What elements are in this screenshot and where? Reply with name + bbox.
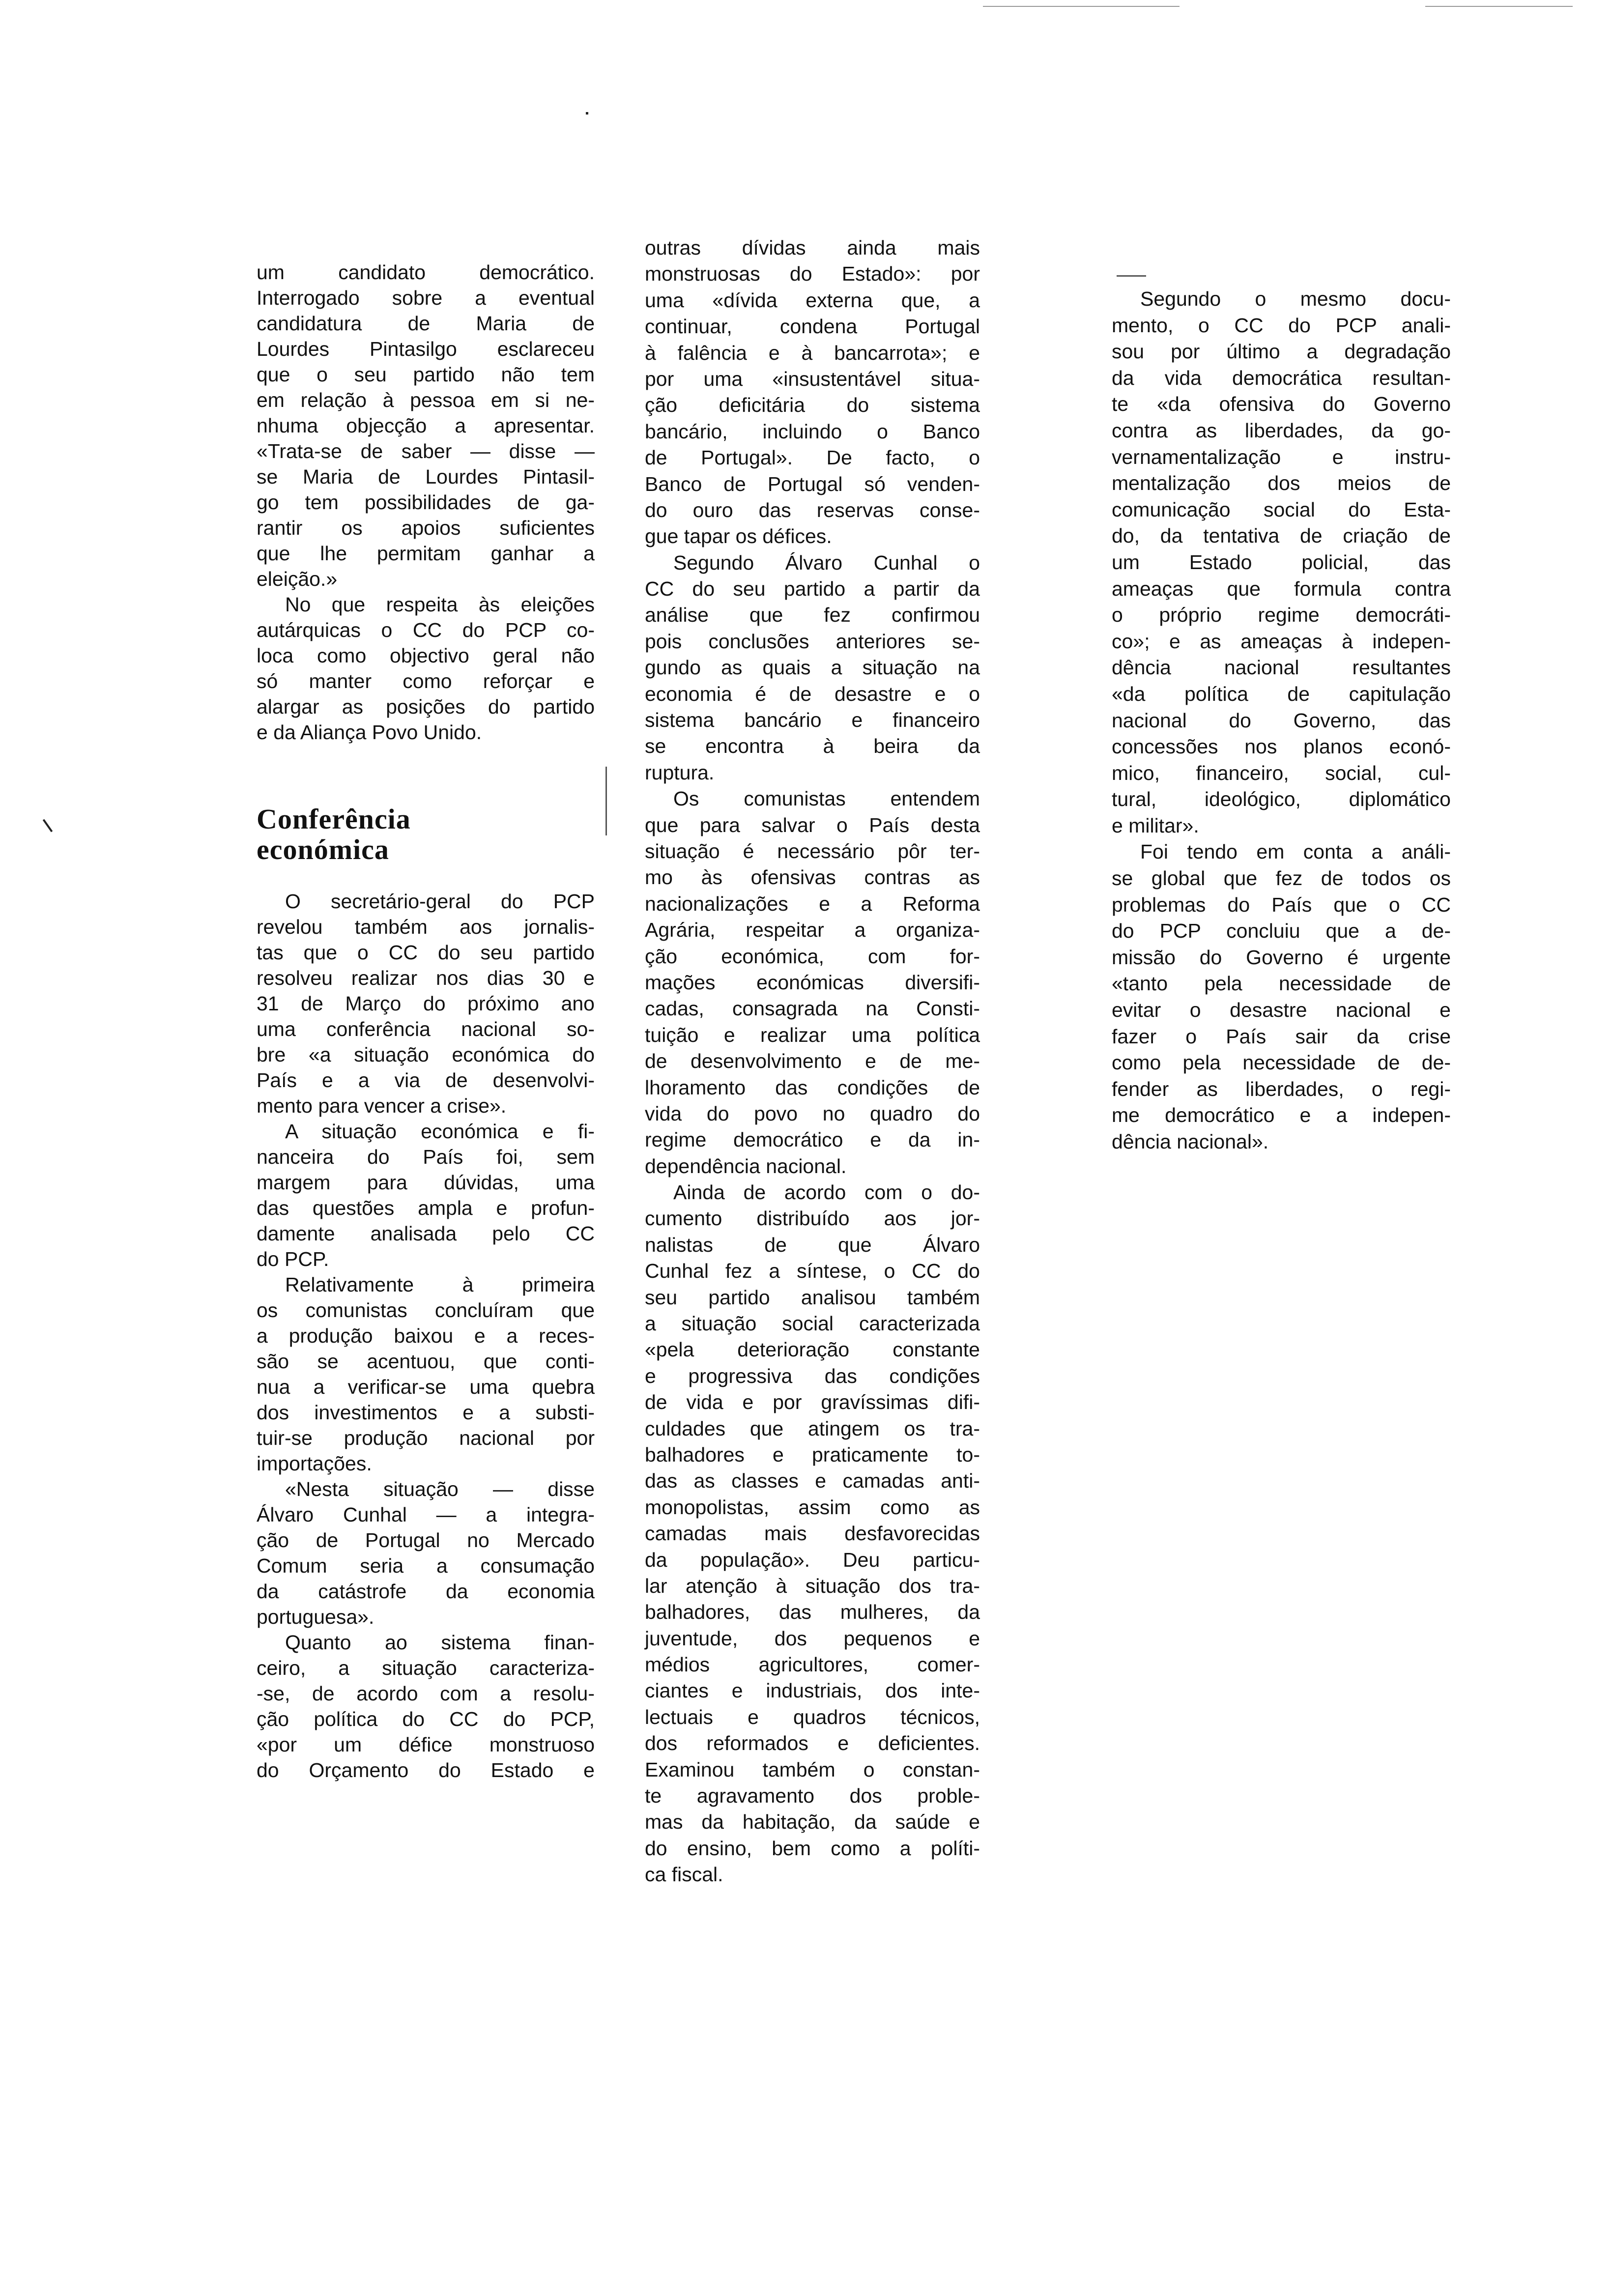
text-line: os comunistas concluíram que [257, 1299, 595, 1321]
text-line: dência nacional resultantes [1112, 656, 1451, 679]
text-line: missão do Governo é urgente [1112, 946, 1451, 969]
text-line: fender as liberdades, o regi- [1112, 1077, 1451, 1100]
text-line: bancário, incluindo o Banco [645, 420, 980, 443]
scan-edge-line [983, 6, 1180, 7]
text-line: Segundo Álvaro Cunhal o [673, 551, 980, 574]
text-line: continuar, condena Portugal [645, 315, 980, 338]
text-line: resolveu realizar nos dias 30 e [257, 967, 595, 989]
text-line: ção económica, com for- [645, 945, 980, 968]
paragraph [257, 1630, 595, 1783]
text-line: das questões ampla e profun- [257, 1197, 595, 1219]
text-line: são se acentuou, que conti- [257, 1350, 595, 1373]
paragraph [645, 786, 980, 1179]
text-line: da população». Deu particu- [645, 1548, 980, 1571]
heading-line: Conferência [257, 803, 411, 835]
text-line: gue tapar os défices. [645, 525, 832, 548]
text-line: tural, ideológico, diplomático [1112, 788, 1451, 811]
text-line: nacionalizações e a Reforma [645, 892, 980, 915]
text-line: de desenvolvimento e de me- [645, 1050, 980, 1073]
text-line: O secretário-geral do PCP [285, 890, 595, 913]
text-line: mento para vencer a crise». [257, 1094, 507, 1117]
text-line: Interrogado sobre a eventual [257, 287, 595, 309]
text-line: Segundo o mesmo docu- [1140, 287, 1451, 310]
text-line: monstruosas do Estado»: por [645, 262, 980, 286]
text-line: da vida democrática resultan- [1112, 366, 1451, 389]
text-line: do PCP concluiu que a de- [1112, 919, 1451, 943]
text-line: «por um défice monstruoso [257, 1733, 595, 1756]
text-line: culdades que atingem os tra- [645, 1417, 980, 1440]
text-line: por uma «insustentável situa- [645, 367, 980, 390]
text-line: médios agricultores, comer- [645, 1653, 980, 1676]
paragraph [257, 259, 595, 592]
text-line: Comum seria a consumação [257, 1554, 595, 1577]
text-line: balhadores, das mulheres, da [645, 1601, 980, 1624]
text-line: de Portugal». De facto, o [645, 446, 980, 469]
text-line: lectuais e quadros técnicos, [645, 1705, 980, 1728]
text-line: tuir-se produção nacional por [257, 1427, 595, 1449]
text-line: ção de Portugal no Mercado [257, 1529, 595, 1551]
text-line: mento, o CC do PCP anali- [1112, 314, 1451, 337]
section-heading [257, 804, 595, 865]
text-line: comunicação social do Esta- [1112, 498, 1451, 521]
text-line: «Nesta situação — disse [285, 1478, 595, 1500]
text-line: Examinou também o constan- [645, 1758, 980, 1781]
text-line: tuição e realizar uma política [645, 1023, 980, 1046]
text-line: ção deficitária do sistema [645, 394, 980, 417]
text-line: como pela necessidade de de- [1112, 1051, 1451, 1074]
paragraph [1112, 286, 1451, 839]
text-line: o próprio regime democráti- [1112, 603, 1451, 627]
text-line: CC do seu partido a partir da [645, 577, 980, 601]
text-line: análise que fez confirmou [645, 603, 980, 627]
text-line: rantir os apoios suficientes [257, 517, 595, 539]
text-line: nhuma objecção a apresentar. [257, 414, 595, 437]
text-line: contra as liberdades, da go- [1112, 419, 1451, 442]
text-line: cadas, consagrada na Consti- [645, 997, 980, 1020]
text-line: lar atenção à situação dos tra- [645, 1574, 980, 1597]
text-line: concessões nos planos econó- [1112, 735, 1451, 758]
text-line: loca como objectivo geral não [257, 644, 595, 667]
text-line: se encontra à beira da [645, 735, 980, 758]
text-line: autárquicas o CC do PCP co- [257, 619, 595, 641]
text-line: Banco de Portugal só venden- [645, 472, 980, 495]
text-line: Álvaro Cunhal — a integra- [257, 1503, 595, 1526]
text-line: Quanto ao sistema finan- [285, 1631, 595, 1654]
text-line: outras dívidas ainda mais [645, 236, 980, 259]
text-line: mações económicas diversifi- [645, 971, 980, 994]
text-line: e progressiva das condições [645, 1364, 980, 1387]
text-line: que o seu partido não tem [257, 363, 595, 386]
text-line: sou por último a degradação [1112, 340, 1451, 363]
text-line: te «da ofensiva do Governo [1112, 393, 1451, 416]
text-line: sistema bancário e financeiro [645, 709, 980, 732]
text-line: go tem possibilidades de ga- [257, 491, 595, 514]
article-column-1 [257, 259, 595, 1783]
text-line: se Maria de Lourdes Pintasil- [257, 465, 595, 488]
text-line: -se, de acordo com a resolu- [257, 1682, 595, 1705]
paragraph [257, 592, 595, 745]
text-line: ceiro, a situação caracteriza- [257, 1657, 595, 1679]
text-line: alargar as posições do partido [257, 695, 595, 718]
article-column-2 [645, 235, 980, 1888]
text-line: me democrático e a indepen- [1112, 1104, 1451, 1127]
text-line: gundo as quais a situação na [645, 656, 980, 679]
text-line: nacional do Governo, das [1112, 709, 1451, 732]
text-line: evitar o desastre nacional e [1112, 999, 1451, 1022]
paragraph [257, 1272, 595, 1476]
text-line: dência nacional». [1112, 1130, 1269, 1153]
text-line: e da Aliança Povo Unido. [257, 721, 482, 744]
text-line: a situação social caracterizada [645, 1312, 980, 1335]
text-line: uma «dívida externa que, a [645, 288, 980, 312]
text-line: «pela deterioração constante [645, 1338, 980, 1361]
text-line: regime democrático e da in- [645, 1128, 980, 1151]
text-line: das as classes e camadas anti- [645, 1469, 980, 1492]
scan-dashes [1117, 275, 1146, 277]
text-line: se global que fez de todos os [1112, 867, 1451, 890]
text-line: mentalização dos meios de [1112, 472, 1451, 495]
text-line: «da política de capitulação [1112, 682, 1451, 705]
text-line: a produção baixou e a reces- [257, 1324, 595, 1347]
text-line: em relação à pessoa em si ne- [257, 389, 595, 411]
text-line: Os comunistas entendem [673, 787, 980, 810]
text-line: te agravamento dos proble- [645, 1784, 980, 1808]
text-line: do PCP. [257, 1248, 329, 1270]
paragraph [645, 550, 980, 786]
text-line: do Orçamento do Estado e [257, 1759, 595, 1781]
text-line: de vida e por gravíssimas difi- [645, 1391, 980, 1414]
text-line: nalistas de que Álvaro [645, 1233, 980, 1256]
scan-speck [586, 112, 588, 115]
text-line: margem para dúvidas, uma [257, 1171, 595, 1194]
scan-edge-line [1425, 6, 1573, 7]
text-line: um Estado policial, das [1112, 550, 1451, 574]
text-line: só manter como reforçar e [257, 670, 595, 692]
text-line: tas que o CC do seu partido [257, 941, 595, 964]
text-line: monopolistas, assim como as [645, 1495, 980, 1519]
text-line: «Trata-se de saber — disse — [257, 440, 595, 462]
text-line: dos reformados e deficientes. [645, 1732, 980, 1755]
paragraph [1112, 839, 1451, 1155]
text-line: candidatura de Maria de [257, 312, 595, 335]
text-line: economia é de desastre e o [645, 682, 980, 705]
text-line: vida do povo no quadro do [645, 1102, 980, 1125]
paragraph [645, 235, 980, 550]
text-line: dos investimentos e a substi- [257, 1401, 595, 1424]
scan-stroke [43, 819, 53, 832]
heading-line: económica [257, 833, 389, 865]
text-line: revelou também aos jornalis- [257, 916, 595, 938]
text-line: Cunhal fez a síntese, o CC do [645, 1260, 980, 1283]
text-line: da catástrofe da economia [257, 1580, 595, 1603]
column-rule-fragment [605, 767, 607, 835]
text-line: mas da habitação, da saúde e [645, 1810, 980, 1834]
text-line: que lhe permitam ganhar a [257, 542, 595, 565]
text-line: Relativamente à primeira [285, 1273, 595, 1296]
text-line: ameaças que formula contra [1112, 577, 1451, 600]
text-line: juventude, dos pequenos e [645, 1627, 980, 1650]
text-line: co»; e as ameaças à indepen- [1112, 630, 1451, 653]
text-line: do, da tentativa de criação de [1112, 524, 1451, 547]
text-line: ção política do CC do PCP, [257, 1708, 595, 1730]
text-line: cumento distribuído aos jor- [645, 1207, 980, 1230]
text-line: dependência nacional. [645, 1154, 847, 1177]
text-line: ca fiscal. [645, 1863, 723, 1886]
text-line: ciantes e industriais, dos inte- [645, 1679, 980, 1702]
paragraph [257, 889, 595, 1119]
text-line: importações. [257, 1452, 372, 1475]
text-line: uma conferência nacional so- [257, 1018, 595, 1040]
text-line: lhoramento das condições de [645, 1076, 980, 1099]
text-line: «tanto pela necessidade de [1112, 972, 1451, 995]
text-line: Foi tendo em conta a análi- [1140, 840, 1451, 863]
paragraph [257, 1119, 595, 1272]
text-line: eleição.» [257, 568, 338, 590]
text-line: e militar». [1112, 814, 1199, 837]
text-line: fazer o País sair da crise [1112, 1025, 1451, 1048]
text-line: mico, financeiro, social, cul- [1112, 761, 1451, 784]
article-column-3 [1112, 286, 1451, 1155]
text-line: balhadores e praticamente to- [645, 1443, 980, 1466]
text-line: à falência e à bancarrota»; e [645, 341, 980, 364]
text-line: A situação económica e fi- [285, 1120, 595, 1143]
text-line: portuguesa». [257, 1606, 374, 1628]
text-line: seu partido analisou também [645, 1286, 980, 1309]
text-line: Agrária, respeitar a organiza- [645, 918, 980, 942]
text-line: mo às ofensivas contras as [645, 866, 980, 889]
text-line: do ensino, bem como a políti- [645, 1837, 980, 1860]
text-line: bre «a situação económica do [257, 1043, 595, 1066]
paragraph [645, 1179, 980, 1888]
text-line: vernamentalização e instru- [1112, 445, 1451, 468]
text-line: 31 de Março do próximo ano [257, 992, 595, 1015]
text-line: No que respeita às eleições [285, 593, 595, 616]
text-line: pois conclusões anteriores se- [645, 630, 980, 653]
paragraph [257, 1476, 595, 1630]
text-line: nua a verificar-se uma quebra [257, 1376, 595, 1398]
text-line: ruptura. [645, 761, 715, 784]
text-line: um candidato democrático. [257, 261, 595, 284]
text-line: nanceira do País foi, sem [257, 1146, 595, 1168]
text-line: situação é necessário pôr ter- [645, 839, 980, 862]
text-line: que para salvar o País desta [645, 813, 980, 836]
text-line: Ainda de acordo com o do- [673, 1181, 980, 1204]
text-line: problemas do País que o CC [1112, 893, 1451, 916]
text-line: Lourdes Pintasilgo esclareceu [257, 338, 595, 360]
text-line: camadas mais desfavorecidas [645, 1522, 980, 1545]
text-line: damente analisada pelo CC [257, 1222, 595, 1245]
text-line: do ouro das reservas conse- [645, 498, 980, 521]
text-line: País e a via de desenvolvi- [257, 1069, 595, 1091]
